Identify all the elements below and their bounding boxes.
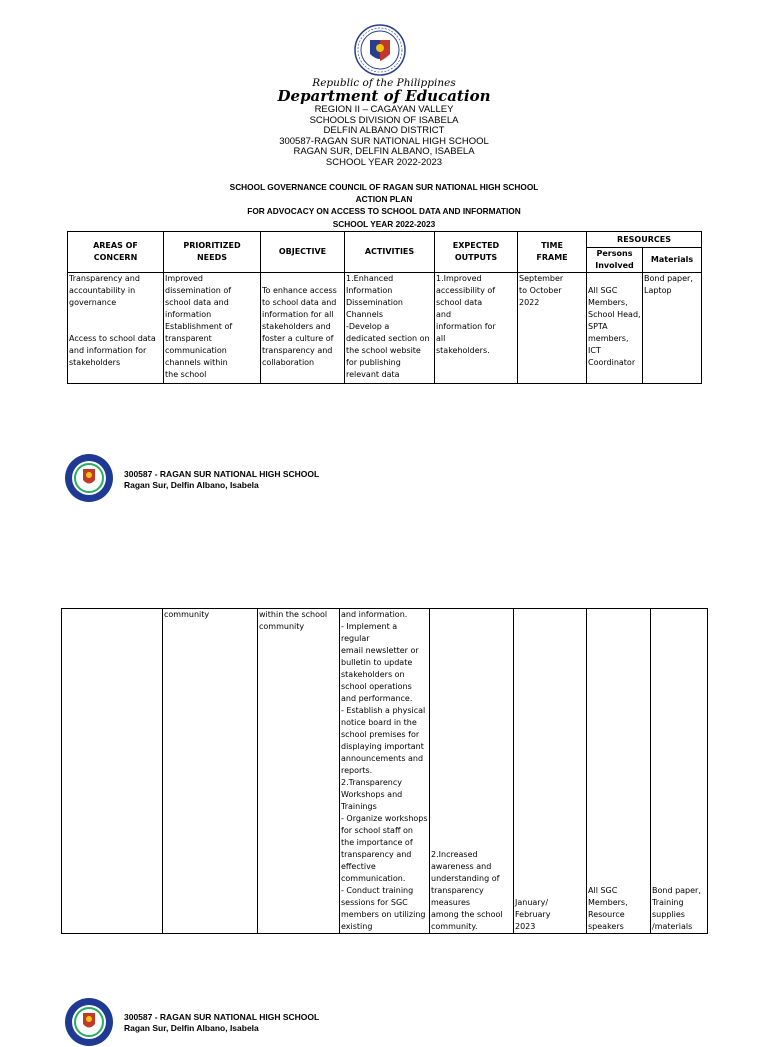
republic-label: Republic of the Philippines [312, 77, 456, 89]
cell-needs: Improved dissemination of school data and information Establishment of transparent communication channels within the school [164, 273, 261, 384]
plan-title: ACTION PLAN [355, 194, 413, 205]
footer-school-address: Ragan Sur, Delfin Albano, Isabela [124, 479, 259, 490]
cell-activities: and information. - Implement a regular email newsletter or bulletin to update stakeholders on school operations and performance. - Establish a physical notice board in the school premises for displaying important announcements and reports. 2.Transparency Workshops and Trainings - Organize workshops for school staff on the importance of transparency and effective communication. - Conduct training sessions for SGC members on utilizing existing [340, 609, 430, 934]
header-persons: Persons Involved [587, 248, 643, 273]
footer-school-name: 300587 - RAGAN SUR NATIONAL HIGH SCHOOL [124, 1012, 320, 1022]
cell-timeframe: January/ February 2023 [514, 609, 587, 934]
header-resources: RESOURCES [587, 232, 702, 248]
cell-objective: within the school community [258, 609, 340, 934]
action-plan-table-continued [61, 608, 708, 934]
header-materials: Materials [643, 248, 702, 273]
department-title: Department of Education [277, 87, 491, 105]
address-line: SCHOOL YEAR 2022-2023 [325, 156, 443, 168]
cell-activities: 1.Enhanced Information Dissemination Channels -Develop a dedicated section on the school website for publishing relevant data [345, 273, 435, 384]
cell-areas [62, 609, 163, 934]
school-logo-icon [64, 997, 114, 1047]
cell-persons: All SGC Members, School Head, SPTA members, ICT Coordinator [587, 273, 643, 384]
footer-school-name: 300587 - RAGAN SUR NATIONAL HIGH SCHOOL [124, 469, 320, 479]
plan-title: SCHOOL GOVERNANCE COUNCIL OF RAGAN SUR NATIONAL HIGH SCHOOL [229, 182, 539, 192]
header-timeframe: TIME FRAME [518, 232, 587, 273]
footer-school-info [124, 1012, 319, 1033]
address-line: 300587-RAGAN SUR NATIONAL HIGH SCHOOL [279, 135, 489, 147]
address-line: DELFIN ALBANO DISTRICT [323, 125, 445, 136]
header-activities: ACTIVITIES [345, 232, 435, 273]
header-areas: AREAS OF CONCERN [68, 232, 164, 273]
address-line: RAGAN SUR, DELFIN ALBANO, ISABELA [293, 146, 475, 157]
header-outputs: EXPECTED OUTPUTS [435, 232, 518, 273]
school-logo-icon [64, 453, 114, 503]
cell-objective: To enhance access to school data and information for all stakeholders and foster a culture of transparency and collaboration [261, 273, 345, 384]
address-line: REGION II – CAGAYAN VALLEY [314, 104, 454, 115]
cell-persons: All SGC Members, Resource speakers [587, 609, 651, 934]
cell-materials: Bond paper, Training supplies /materials [651, 609, 708, 934]
cell-timeframe: September to October 2022 [518, 273, 587, 384]
cell-outputs: 1.Improved accessibility of school data and information for all stakeholders. [435, 273, 518, 384]
footer-school-address: Ragan Sur, Delfin Albano, Isabela [124, 1022, 259, 1033]
cell-areas: Transparency and accountability in governance Access to school data and information for stakeholders [68, 273, 164, 384]
footer-school-info [124, 469, 319, 490]
header-needs: PRIORITIZED NEEDS [164, 232, 261, 273]
address-block [0, 105, 768, 168]
header-objective: OBJECTIVE [261, 232, 345, 273]
deped-seal-icon [354, 24, 406, 76]
cell-materials: Bond paper, Laptop [643, 273, 702, 384]
cell-needs: community [163, 609, 258, 934]
cell-outputs: 2.Increased awareness and understanding of transparency measures among the school community. [430, 609, 514, 934]
address-line: SCHOOLS DIVISION OF ISABELA [309, 114, 459, 126]
action-plan-table [67, 231, 702, 384]
plan-title-block [0, 183, 768, 232]
plan-title: FOR ADVOCACY ON ACCESS TO SCHOOL DATA AND INFORMATION [247, 206, 521, 217]
plan-title: SCHOOL YEAR 2022-2023 [332, 218, 436, 229]
